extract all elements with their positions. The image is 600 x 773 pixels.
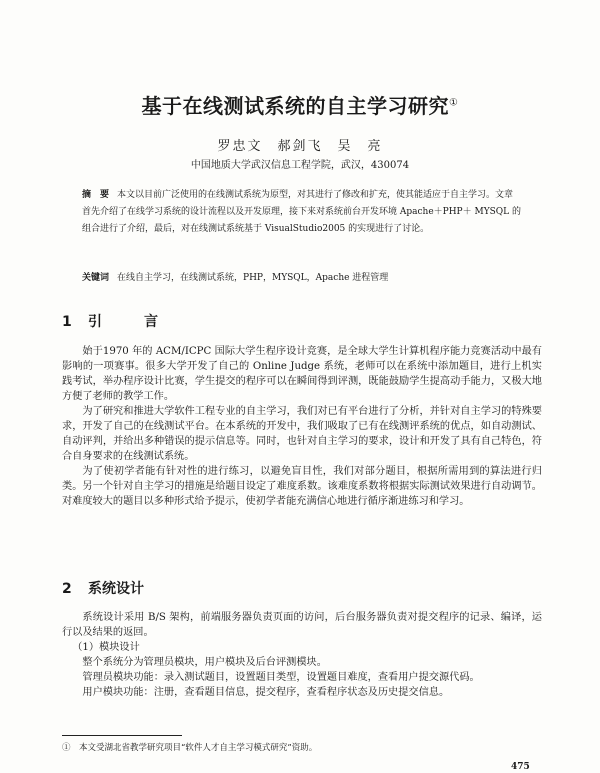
keywords-label: 关键词 — [82, 273, 110, 283]
design-line: 整个系统分为管理员模块，用户模块及后台评测模块。 — [82, 657, 327, 668]
affiliation: 中国地质大学武汉信息工程学院，武汉，430074 — [190, 160, 410, 171]
title-footnote-marker: ① — [449, 97, 459, 109]
design-line: 管理员模块功能：录入测试题目，设置题目类型，设置题目难度，查看用户提交源代码。 — [82, 672, 480, 683]
abstract-label: 摘 要 — [82, 190, 110, 200]
footnote: ① 本文受湖北省教学研究项目“软件人才自主学习模式研究”资助。 — [62, 743, 318, 753]
design-body — [62, 610, 542, 700]
keywords-text: 在线自主学习，在线测试系统，PHP，MYSQL，Apache 进程管理 — [117, 273, 389, 283]
intro-paragraph: 为了研究和推进大学软件工程专业的自主学习，我们对已有平台进行了分析，并针对自主学习的特殊要求，开发了自己的在线测试平台。在本系统的开发中，我们吸取了已有在线测评系统的优点，如自动测试、自动评判，并给出多种错误的提示信息等。同时，也针对自主学习的要求，设计和开发了具有自己特色，符合自身要求的在线测试系统。 — [62, 406, 542, 462]
section-number: 2 — [62, 581, 72, 597]
paper-title — [0, 90, 600, 119]
abstract — [82, 187, 522, 238]
section-number: 1 — [62, 314, 72, 330]
section-heading-design — [62, 578, 144, 598]
paper-title-text: 基于在线测试系统的自主学习研究 — [141, 94, 450, 118]
footnote-divider — [62, 735, 182, 736]
section-heading-intro — [62, 311, 172, 331]
subsection-heading: （1）模块设计 — [72, 642, 140, 653]
abstract-text: 本文以目前广泛使用的在线测试系统为原型，对其进行了修改和扩充，使其能适应于自主学习。文章首先介绍了在线学习系统的设计流程以及开发原理，接下来对系统前台开发环境 Apache＋PHP＋ MYSQL 的组合进行了介绍，最后，对在线测试系统基于 VisualStudio2005 的实现进行了讨论。 — [82, 190, 522, 234]
intro-body — [62, 344, 542, 509]
page-number: 475 — [511, 762, 530, 772]
author-list: 罗忠文 郝剑飞 吴 亮 — [217, 139, 383, 154]
section-title: 系统设计 — [88, 581, 144, 597]
design-line: 用户模块功能：注册，查看题目信息，提交程序，查看程序状态及历史提交信息。 — [82, 687, 450, 698]
intro-paragraph: 为了使初学者能有针对性的进行练习，以避免盲目性，我们对部分题目，根据所需用到的算法进行归类。另一个针对自主学习的措施是给题目设定了难度系数。该难度系数将根据实际测试效果进行自动调节。对难度较大的题目以多种形式给予提示，使初学者能充满信心地进行循序渐进练习和学习。 — [62, 466, 542, 507]
section-title: 引 言 — [88, 314, 172, 330]
design-paragraph: 系统设计采用 B/S 架构，前端服务器负责页面的访问，后台服务器负责对提交程序的记录、编译，运行以及结果的返回。 — [62, 612, 542, 638]
intro-paragraph: 始于1970 年的 ACM/ICPC 国际大学生程序设计竞赛，是全球大学生计算机程序能力竞赛活动中最有影响的一项赛事。很多大学开发了自己的 Online Judge 系统，老师可以在系统中添加题目，进行上机实践考试，举办程序设计比赛，学生提交的程序可以在瞬间得到评测，既能鼓励学生提高动手能力，又极大地方便了老师的教学工作。 — [62, 346, 542, 402]
keywords — [82, 270, 522, 283]
